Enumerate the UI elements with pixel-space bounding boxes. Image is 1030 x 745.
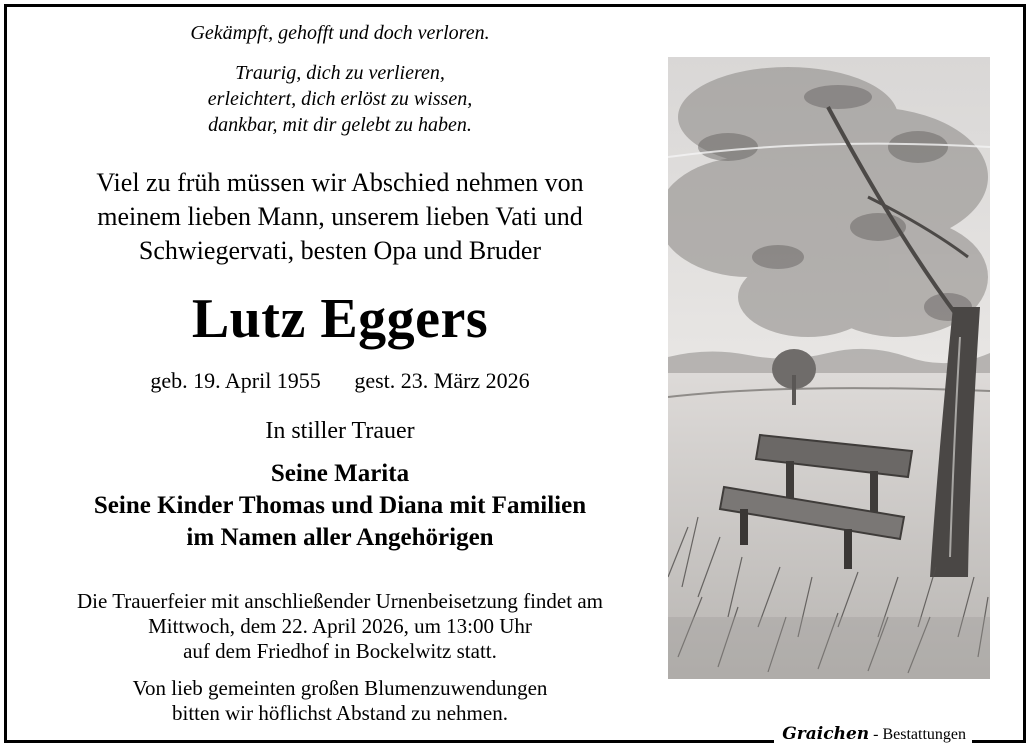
deceased-name: Lutz Eggers: [191, 288, 489, 350]
motto-line-4: dankbar, mit dir gelebt zu haben.: [208, 114, 472, 136]
motto-line-1: Gekämpft, gehofft und doch verloren.: [190, 22, 490, 44]
mourning-line: In stiller Trauer: [265, 418, 415, 444]
motto-line-3: erleichtert, dich erlöst zu wissen,: [207, 88, 473, 110]
ceremony-line-2: Mittwoch, dem 22. April 2026, um 13:00 Uhr: [148, 614, 532, 638]
flowers-line-1: Von lieb gemeinten großen Blumenzuwendungen: [132, 676, 548, 700]
ceremony-line-3: auf dem Friedhof in Bockelwitz statt.: [183, 639, 497, 663]
death-date: gest. 23. März 2026: [354, 368, 530, 393]
flowers-line-2: bitten wir höflichst Abstand zu nehmen.: [172, 701, 508, 725]
family-line-1: Seine Marita: [270, 460, 410, 487]
funeral-home-credit: [774, 724, 972, 744]
family-line-2: Seine Kinder Thomas und Diana mit Familien: [93, 492, 587, 519]
ceremony-line-1: Die Trauerfeier mit anschließender Urnenbeisetzung findet am: [77, 589, 603, 613]
funeral-home-brand: Graichen: [782, 724, 870, 744]
intro-line-3: Schwiegervati, besten Opa und Bruder: [138, 236, 542, 265]
birth-date: geb. 19. April 1955: [150, 368, 321, 393]
intro-line-1: Viel zu früh müssen wir Abschied nehmen von: [96, 168, 584, 197]
life-dates: [10, 367, 670, 395]
motto-line-2: Traurig, dich zu verlieren,: [235, 62, 445, 84]
credit-separator: -: [873, 726, 879, 743]
bench-tree-painting: [668, 57, 990, 679]
funeral-home-service: Bestattungen: [882, 726, 966, 743]
family-line-3: im Namen aller Angehörigen: [186, 524, 494, 551]
intro-line-2: meinem lieben Mann, unserem lieben Vati und: [97, 202, 583, 231]
